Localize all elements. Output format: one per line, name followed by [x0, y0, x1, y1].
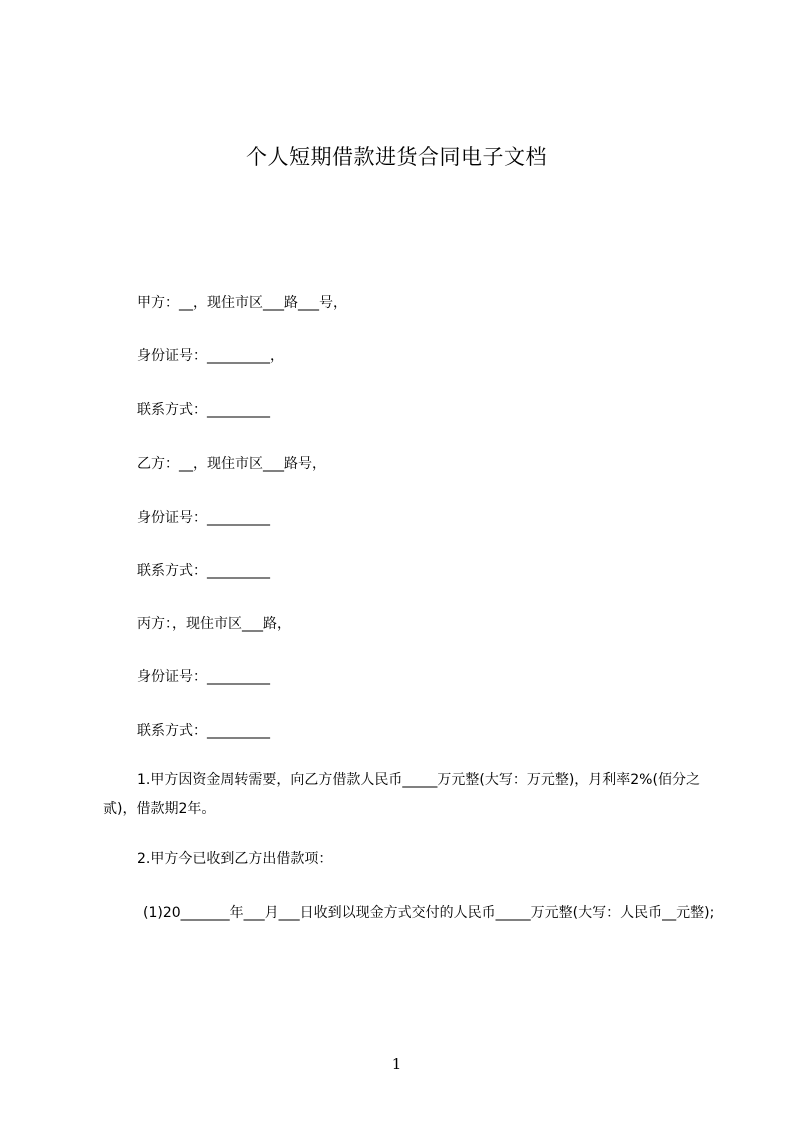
- party-b-id-number: 身份证号：_________: [137, 510, 270, 526]
- party-b-contact: 联系方式：_________: [137, 563, 270, 579]
- clause-1-loan-terms: 1.甲方因资金周转需要，向乙方借款人民币_____万元整(大写：万元整)，月利率2%(佰分之贰)，借款期2年。: [103, 772, 700, 817]
- document-title: 个人短期借款进货合同电子文档: [246, 145, 547, 169]
- party-b-name-address: 乙方：__，现住市区___路号，: [137, 456, 326, 472]
- clause-2-receipt: 2.甲方今已收到乙方出借款项：: [137, 851, 333, 867]
- page-number: 1: [391, 1055, 402, 1073]
- party-c-id-number: 身份证号：_________: [137, 669, 270, 685]
- party-a-id-number: 身份证号：_________，: [137, 348, 284, 364]
- party-c-name-address: 丙方：，现住市区___路，: [137, 616, 291, 632]
- clause-2-item-1: (1)20_______年___月___日收到以现金方式交付的人民币_____万元整(大写：人民币__元整);: [143, 905, 715, 921]
- party-a-name-address: 甲方：__，现住市区___路___号，: [137, 295, 347, 311]
- party-c-contact: 联系方式：_________: [137, 723, 270, 739]
- party-a-contact: 联系方式：_________: [137, 402, 270, 418]
